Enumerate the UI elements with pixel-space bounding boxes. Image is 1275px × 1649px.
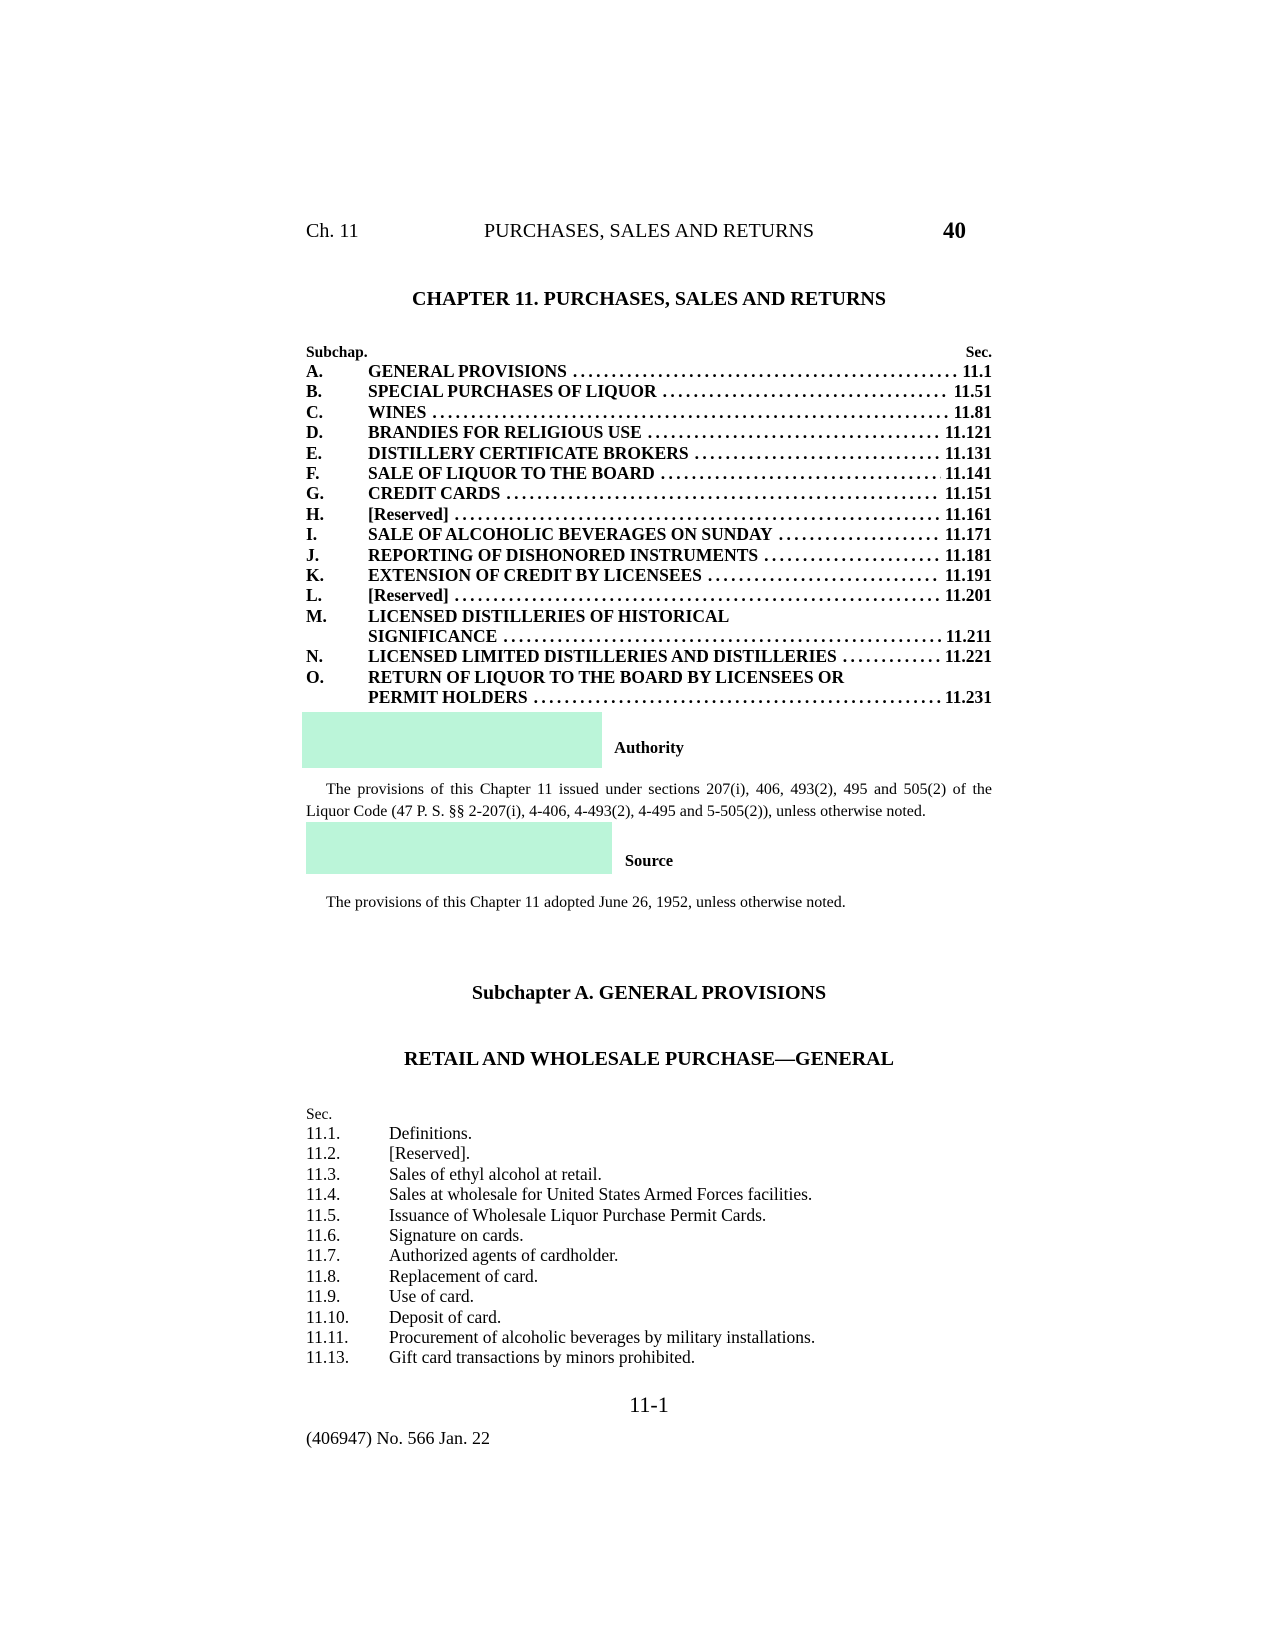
section-number: 11.1. [306,1123,341,1143]
section-row [306,1123,992,1143]
section-number: 11.13. [306,1347,350,1368]
authority-text: The provisions of this Chapter 11 issued under sections 207(i), 406, 493(2), 495 and 505(2) of the Liquor Code (47 P. S. §§ 2-207(i), 4-406, 4-493(2), 4-495 and 5-505(2)), unless otherwise noted. [306,781,992,820]
section-row [306,1266,992,1286]
section-row [306,1164,992,1184]
section-list [306,1106,992,1368]
section-title: Deposit of card. [389,1306,502,1327]
toc-title-continued: PERMIT HOLDERS [368,687,528,708]
authority-heading: Authority [614,738,684,757]
toc-row [306,483,992,503]
section-row [306,1225,992,1245]
toc-leader [503,626,941,646]
toc-section: 11.191 [944,564,992,585]
toc-section: 11.211 [945,626,992,647]
section-title: Procurement of alcoholic beverages by military installations. [389,1326,816,1347]
toc-letter: M. [306,605,327,626]
toc-header [306,344,992,361]
footer-code: (406947) No. 566 Jan. 22 [306,1428,490,1448]
toc-letter: J. [306,544,320,565]
toc-title-continued: SIGNIFICANCE [368,626,498,647]
source-heading: Source [624,851,674,870]
section-number: 11.10. [306,1306,350,1327]
toc-title: REPORTING OF DISHONORED INSTRUMENTS [368,544,759,565]
section-title: Sales at wholesale for United States Armed Forces facilities. [389,1184,813,1205]
section-number: 11.3. [306,1163,341,1184]
toc-leader [764,545,941,565]
chapter-title: CHAPTER 11. PURCHASES, SALES AND RETURNS [412,288,886,310]
toc-row-continued [306,626,992,646]
toc-letter: A. [306,360,324,381]
section-number: 11.9. [306,1286,341,1307]
header-chapter: Ch. 11 [306,220,359,242]
section-number: 11.7. [306,1245,341,1266]
toc-row [306,646,992,666]
toc-letter: D. [306,422,324,443]
toc-title: [Reserved] [368,585,449,606]
toc-title: GENERAL PROVISIONS [368,360,567,381]
section-row [306,1286,992,1306]
toc-leader [432,402,949,422]
toc-letter: O. [306,666,324,687]
section-title: Definitions. [389,1123,473,1143]
toc-title: [Reserved] [368,503,449,524]
toc-title: EXTENSION OF CREDIT BY LICENSEES [368,564,702,585]
section-number: 11.5. [306,1204,341,1225]
toc-leader [455,504,941,524]
subtopic-title: RETAIL AND WHOLESALE PURCHASE—GENERAL [404,1048,894,1070]
toc-row [306,361,992,381]
toc-row-continued [306,687,992,707]
toc-letter: E. [306,442,323,463]
section-row [306,1307,992,1327]
section-row [306,1347,992,1367]
toc-leader [506,483,940,503]
running-header [306,220,992,246]
section-number: 11.11. [306,1326,349,1347]
toc-section: 11.171 [944,524,992,545]
section-title: Issuance of Wholesale Liquor Purchase Permit Cards. [389,1204,767,1225]
toc-leader [695,443,941,463]
toc-title: RETURN OF LIQUOR TO THE BOARD BY LICENSEES OR [368,666,845,687]
section-title: Gift card transactions by minors prohibited. [389,1347,696,1368]
toc-title: DISTILLERY CERTIFICATE BROKERS [368,442,689,463]
toc-letter: N. [306,646,324,667]
toc-leader [455,585,941,605]
toc-title: SPECIAL PURCHASES OF LIQUOR [368,381,657,402]
toc-row [306,504,992,524]
toc-title: BRANDIES FOR RELIGIOUS USE [368,422,642,443]
toc-title: LICENSED LIMITED DISTILLERIES AND DISTILLERIES [368,646,837,667]
toc-letter: I. [306,524,318,545]
section-title: Sales of ethyl alcohol at retail. [389,1163,602,1184]
toc-leader [661,463,941,483]
toc-letter: F. [306,462,320,483]
toc-leader [843,646,941,666]
section-row [306,1205,992,1225]
section-number: 11.4. [306,1184,341,1205]
toc-section: 11.51 [953,381,992,402]
section-title: Use of card. [389,1286,475,1307]
source-text: The provisions of this Chapter 11 adopted June 26, 1952, unless otherwise noted. [326,894,846,911]
subchapter-title: Subchapter A. GENERAL PROVISIONS [471,982,827,1004]
header-title: PURCHASES, SALES AND RETURNS [483,220,815,242]
toc-row [306,606,992,626]
section-number: 11.6. [306,1224,341,1245]
toc-letter: G. [306,483,324,504]
toc-leader [708,565,941,585]
section-title: Replacement of card. [389,1265,539,1286]
section-title: Authorized agents of cardholder. [389,1245,619,1266]
toc-section: 11.81 [953,401,992,422]
toc-section: 11.221 [944,646,992,667]
toc-col-sec: Sec. [965,344,992,361]
toc-section: 11.181 [944,544,992,565]
toc-row [306,422,992,442]
toc-section: 11.1 [962,360,992,381]
toc-leader [534,687,941,707]
toc-row [306,545,992,565]
toc-section: 11.201 [944,585,992,606]
toc-row [306,443,992,463]
toc-row [306,381,992,401]
toc-section: 11.141 [944,462,992,483]
table-of-contents [306,344,992,708]
toc-section: 11.161 [944,503,992,524]
toc-letter: K. [306,564,324,585]
toc-section: 11.151 [944,483,992,504]
toc-title: SALE OF LIQUOR TO THE BOARD [368,462,655,483]
page-number: 11-1 [629,1392,669,1417]
toc-row [306,463,992,483]
toc-row [306,565,992,585]
section-number: 11.2. [306,1143,341,1164]
toc-leader [663,381,950,401]
toc-row [306,667,992,687]
toc-section: 11.131 [944,442,992,463]
toc-letter: L. [306,585,323,606]
toc-letter: C. [306,401,324,422]
toc-section: 11.231 [944,687,992,708]
toc-title: SALE OF ALCOHOLIC BEVERAGES ON SUNDAY [368,524,773,545]
toc-row [306,524,992,544]
toc-letter: B. [306,381,323,402]
toc-section: 11.121 [944,422,992,443]
document-page [306,0,992,1649]
toc-leader [648,422,941,442]
toc-row [306,402,992,422]
section-number: 11.8. [306,1265,341,1286]
section-row [306,1327,992,1347]
section-list-label: Sec. [306,1106,333,1123]
section-row [306,1184,992,1204]
toc-row [306,585,992,605]
header-page-number: 40 [943,218,966,243]
toc-col-subchap: Subchap. [306,344,368,361]
section-row [306,1245,992,1265]
toc-title: CREDIT CARDS [368,483,501,504]
toc-leader [779,524,941,544]
section-row [306,1143,992,1163]
section-title: Signature on cards. [389,1224,524,1245]
toc-leader [573,361,958,381]
toc-title: WINES [368,401,427,422]
toc-title: LICENSED DISTILLERIES OF HISTORICAL [368,605,730,626]
section-title: [Reserved]. [389,1143,471,1164]
toc-letter: H. [306,503,324,524]
